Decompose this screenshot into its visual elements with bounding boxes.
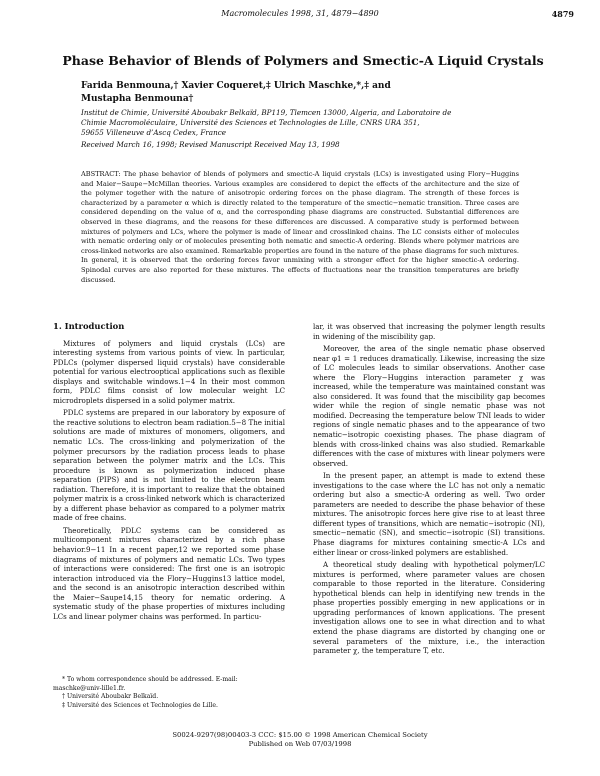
- footnote-dagger: † Université Aboubakr Belkaïd.: [62, 693, 159, 700]
- section-heading: 1. Introduction: [53, 321, 125, 331]
- author-line: Mustapha Benmouna†: [81, 94, 194, 104]
- author-line: Farida Benmouna,† Xavier Coqueret,‡ Ulrich Maschke,*,‡ and: [81, 81, 391, 91]
- right-column: [313, 322, 545, 659]
- paragraph: Moreover, the area of the single nematic phase observed near φ1 = 1 reduces dramatically. Likewise, increasing the size of LC molecules leads to similar observations. Another case where the Flory−Huggins interaction parameter χ was increased, while the temperature was maintained constant was also considered. It was found that the miscibility gap becomes wider while the region of single nematic phase was not modified. Decreasing the temperature below TNI leads to wider regions of single nematic phases and to the appearance of two nematic−isotropic coexisting phases. The phase diagram of blends with cross-linked chains was also studied. Remarkable differences with the case of mixtures with linear polymers were observed.: [313, 344, 545, 468]
- affiliation-line: 59655 Villeneuve d’Ascq Cedex, France: [81, 128, 226, 137]
- paragraph: Mixtures of polymers and liquid crystals (LCs) are interesting systems from various points of view. In particular, PDLCs (polymer dispersed liquid crystals) have considerable potential for various electrooptical applications such as flexible displays and switchable windows.1−4 In their most common form, PDLC films consist of low molecular weight LC microdroplets dispersed in a solid polymer matrix.: [53, 338, 285, 405]
- paragraph: Theoretically, PDLC systems can be considered as multicomponent mixtures characterized by a rich phase behavior.9−11 In a recent paper,12 we reported some phase diagrams of mixtures of polymers and nematic LCs. Two types of interactions were considered: The first one is an isotropic interaction introduced via the Flory−Huggins13 lattice model, and the second is an anisotropic interaction described within the Maier−Saupe14,15 theory for nematic ordering. A systematic study of the phase properties of mixtures including LCs and linear polymer chains was performed. In particu-: [53, 525, 285, 621]
- affiliation-line: Chimie Macromoléculaire, Université des Sciences et Technologies de Lille, CNRS URA 351,: [81, 118, 420, 127]
- author-list: [81, 80, 481, 106]
- footnote-email: maschke@univ-lille1.fr.: [53, 684, 126, 692]
- running-head: [0, 9, 600, 23]
- paragraph: A theoretical study dealing with hypothetical polymer/LC mixtures is performed, where parameter values are chosen comparable to those reported in the literature. Considering hypothetical blends can help in identifying new trends in the phase properties possibly emerging in new applications or in upgrading performances of known applications. The present investigation allows one to see in what direction and to what extend the phase diagrams are distorted by changing one or several parameters of the mixture, i.e., the interaction parameter χ, the temperature T, etc.: [313, 560, 545, 656]
- paragraph: In the present paper, an attempt is made to extend these investigations to the case where the LC has not only a nematic ordering but also a smectic-A ordering as well. Two order parameters are needed to describe the phase behavior of these mixtures. The anisotropic forces here give rise to at least three different types of transitions, which are nematic−isotropic (NI), smectic−nematic (SN), and smectic−isotropic (SI) transitions. Phase diagrams for mixtures containing smectic-A LCs and either linear or cross-linked polymers are established.: [313, 471, 545, 557]
- copyright-line: S0024-9297(98)00403-3 CCC: $15.00 © 1998 American Chemical Society: [172, 731, 428, 739]
- journal-citation: Macromolecules 1998, 31, 4879−4890: [221, 9, 379, 18]
- publication-info: [0, 731, 600, 749]
- article-title: Phase Behavior of Blends of Polymers and Smectic-A Liquid Crystals: [62, 53, 544, 68]
- page-number: 4879: [551, 9, 574, 19]
- footnotes: [53, 676, 285, 710]
- abstract: ABSTRACT: The phase behavior of blends of polymers and smectic-A liquid crystals (LCs) is investigated using Flory−Huggins and Maier−Saupe−McMillan theories. Various examples are considered to depict the effects of the architecture and the size of the polymer together with the nature of anisotropic ordering forces on the phase diagram. The strength of these forces is characterized by a parameter α which is directly related to the temperature of the smectic−nematic transition. Three cases are considered depending on the value of α, and the corresponding phase diagrams are constructed. Substantial differences are observed in these diagrams, and the reasons for these differences are discussed. A comparative study is performed between mixtures of polymers and LCs, where the polymer is made of linear and crosslinked chains. The LC consists either of molecules with nematic ordering only or of molecules presenting both nematic and smectic-A ordering. Blends where polymer matrices are cross-linked networks are also examined. Remarkable properties are found in the nature of the phase diagrams for such mixtures. In general, it is observed that the ordering forces favor unmixing with a stronger effect for the higher smectic-A ordering. Spinodal curves are also reported for these mixtures. The effects of fluctuations near the transition temperatures are briefly discussed.: [81, 170, 519, 284]
- affiliation: [81, 108, 541, 138]
- paragraph: PDLC systems are prepared in our laboratory by exposure of the reactive solutions to electron beam radiation.5−8 The initial solutions are made of mixtures of monomers, oligomers, and nematic LCs. The cross-linking and polymerization of the polymer precursors by the radiation process leads to phase separation between the polymer matrix and the LCs. This procedure is known as polymerization induced phase separation (PIPS) and is not limited to the electron beam radiation. Therefore, it is important to realize that the obtained polymer matrix is a cross-linked network which is characterized by a different phase behavior as compared to a polymer matrix made of free chains.: [53, 408, 285, 523]
- paragraph: lar, it was observed that increasing the polymer length results in widening of the miscibility gap.: [313, 322, 545, 341]
- affiliation-line: Institut de Chimie, Université Aboubakr Belkaïd, BP119, Tlemcen 13000, Algeria, and Laboratoire de: [81, 108, 452, 117]
- footnote-double-dagger: ‡ Université des Sciences et Technologies de Lille.: [62, 701, 218, 709]
- footnote-correspondence: * To whom correspondence should be addressed. E-mail:: [62, 676, 238, 683]
- left-column: [53, 322, 285, 624]
- web-publication-date: Published on Web 07/03/1998: [248, 740, 352, 748]
- received-dates: Received March 16, 1998; Revised Manuscript Received May 13, 1998: [81, 140, 340, 149]
